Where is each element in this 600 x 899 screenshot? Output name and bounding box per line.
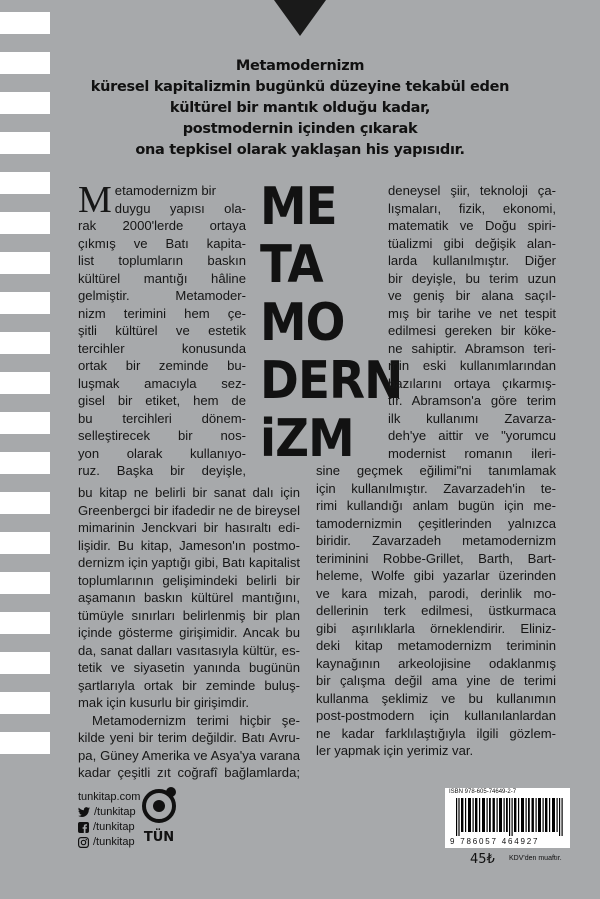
line: çıkmış ve Batı kapita- <box>78 235 246 251</box>
stripe <box>0 372 50 394</box>
title-line: TA <box>260 235 323 295</box>
stripe <box>0 612 50 634</box>
line: bir çalışma değil ama yine de terimi <box>316 673 556 688</box>
line: bu kitap ne belirli bir sanat dalı için <box>78 485 300 500</box>
line: tüalizmi gibi değişik alan- <box>388 235 556 251</box>
instagram-handle: /tunkitap <box>93 836 135 848</box>
title-line: DERN <box>260 351 403 411</box>
line: ortak bir zeminde bu- <box>78 358 246 373</box>
line: matematik ve Doğu spiri- <box>388 218 556 233</box>
line: rak 2000'lerde ortaya <box>78 218 246 233</box>
line: bazılarını ortaya çıkarmış- <box>388 375 556 391</box>
line: toplumlarının gelişimindeki belirli bir <box>78 572 300 588</box>
line: kaynağının arkeolojisine odaklanmış <box>316 655 556 671</box>
line: ruz. Başka bir deyişle, <box>78 463 246 478</box>
facebook-handle: /tunkitap <box>93 821 135 833</box>
title-line: iZM <box>260 409 354 469</box>
tagline-line: postmodernin içinden çıkarak <box>182 121 418 137</box>
line: post-postmodern için kullanılanlardan <box>316 708 556 723</box>
publisher-contacts <box>78 790 140 850</box>
line: aşamanın baskın kültürel mantığını, <box>78 590 300 605</box>
line: tetik ve siyasetin yanında bugünün <box>78 660 300 675</box>
line: deh'ye aittir ve "yorumcu <box>388 428 556 443</box>
tagline-line: Metamodernizm <box>235 58 365 74</box>
line: mış bir tarihe ve net tespit <box>388 305 556 321</box>
instagram-link[interactable] <box>78 835 140 850</box>
stripe <box>0 252 50 274</box>
line: içinde gösterme girişimidir. Ancak bu <box>78 625 300 640</box>
right-column-narrow <box>388 182 556 462</box>
stripe <box>0 572 50 594</box>
stripe <box>0 652 50 674</box>
line: mak için kusurlu bir girişimdir. <box>78 695 249 710</box>
line: duygu yapısı ola- <box>114 200 246 216</box>
line: bir deyişle, bu terim uzun <box>388 270 556 286</box>
tagline-line: küresel kapitalizmin bugünkü düzeyine tekabül eden <box>90 79 510 95</box>
line: ne sahiptir. Abramson teri- <box>388 340 556 356</box>
top-triangle-mark <box>274 0 326 36</box>
isbn-number: ISBN 978-605-74649-2-7 <box>449 789 517 795</box>
line: ilk kullanımı Zavarza- <box>388 410 556 426</box>
website-text: tunkitap.com <box>78 791 141 803</box>
line: için kullanılmıştır. Zavarzadeh'in te- <box>316 480 556 496</box>
line: da, sanat dalları vasıtasıyla kültür, es- <box>78 642 300 658</box>
tagline-line: kültürel bir mantık olduğu kadar, <box>169 100 431 116</box>
line: deki kitap metamodernizm teriminin <box>316 638 556 653</box>
line: min eski kullanımlarından <box>388 358 556 373</box>
line: etamodernizm bir <box>114 183 216 198</box>
line: tercihler konusunda <box>78 340 246 356</box>
stripe <box>0 52 50 74</box>
twitter-link[interactable] <box>78 805 140 820</box>
line: gisel bir etiket, hem de <box>78 393 246 408</box>
website-link[interactable] <box>78 790 140 805</box>
line: ve kara mizah, parodi, derinlik mo- <box>316 585 556 601</box>
facebook-link[interactable] <box>78 820 140 835</box>
drop-cap: M <box>78 179 112 221</box>
stripe <box>0 172 50 194</box>
line: yon olarak kullanıyo- <box>78 445 246 461</box>
line: Greenbergci bir ifadedir ne de bireysel <box>78 502 300 518</box>
line: selleştirecek bir nos- <box>78 428 246 443</box>
line: nizm terimini hem çe- <box>78 305 246 321</box>
line: kilde yeni bir terim değildir. Batı Avru- <box>78 730 300 745</box>
price: 45₺ <box>470 852 495 867</box>
line: modernist romanın ileri- <box>388 445 556 461</box>
line: deneysel şiir, teknoloji ça- <box>388 183 556 198</box>
line: Metamodernizm terimi hiçbir şe- <box>92 712 300 728</box>
line: sine geçmek eğilimi"ni tanımlamak <box>316 463 556 478</box>
line: edilmesi gereken bir köke- <box>388 323 556 338</box>
tax-note: KDV'den muaftır. <box>509 855 562 862</box>
line: tamodernizmin çeşitlerinden yalnızca <box>316 515 556 531</box>
line: ler yapmak için yerimiz var. <box>316 743 474 758</box>
title-line: ME <box>260 177 337 237</box>
stripe <box>0 732 50 754</box>
left-column-wide <box>78 484 300 782</box>
stripe <box>0 132 50 154</box>
line: heleme, Wolfe gibi yazarlar üzerinden <box>316 568 556 583</box>
line: kültürel mantığı hâline <box>78 270 246 286</box>
line: şartlarıyla ortak bir zeminde buluş- <box>78 677 300 693</box>
left-column-narrow <box>78 179 246 480</box>
line: pa, Güney Amerika ve Asya'ya varana <box>78 747 300 763</box>
line: list toplumların baskın <box>78 253 246 268</box>
line: biridir. Zavarzadeh metamodernizm <box>316 533 556 548</box>
stripe <box>0 692 50 714</box>
line: kadar çeşitli zıt coğrafî bağlamlarda; <box>78 765 300 780</box>
ean-number: 9 786057 464927 <box>450 837 540 846</box>
line: lışmaları, fizik, ekonomi, <box>388 200 556 216</box>
twitter-icon <box>78 807 90 818</box>
line: bu tercihleri dönem- <box>78 410 246 426</box>
line: larda kullanılmıştır. Diğer <box>388 253 556 268</box>
stripe <box>0 532 50 554</box>
stripe <box>0 452 50 474</box>
line: ne kadar farklılaştığıyla ilgili gözlem- <box>316 725 556 741</box>
line: gelmiştir. Metamoder- <box>78 288 246 303</box>
line: ve geniş bir alana saçıl- <box>388 288 556 303</box>
stripe <box>0 492 50 514</box>
title-line: MO <box>260 293 345 353</box>
barcode-icon <box>456 798 564 836</box>
tagline <box>60 56 540 161</box>
stripe <box>0 12 50 34</box>
tun-logo-icon <box>140 786 178 826</box>
stripe <box>0 332 50 354</box>
line: tümüyle sınırları belirlenmiş bir plan <box>78 607 300 623</box>
facebook-icon <box>78 822 89 833</box>
line: mimarinin Jenckvari bir hasıraltı edi- <box>78 520 300 535</box>
line: şitli kültürel ve estetik <box>78 323 246 338</box>
line: dellerinin terk edilmesi, üstkurmaca <box>316 603 556 618</box>
right-column-wide <box>316 462 556 760</box>
instagram-icon <box>78 837 89 848</box>
line: tır. Abramson'a göre terim <box>388 393 556 408</box>
stripe <box>0 292 50 314</box>
line: gibi aşırılıklarla örneklendirir. Eliniz- <box>316 620 556 636</box>
twitter-handle: /tunkitap <box>94 806 136 818</box>
stripe <box>0 212 50 234</box>
logo-text: TÜN <box>143 830 175 845</box>
line: dernizm için yaptığı gibi, Batı kapitalist <box>78 555 300 570</box>
line: teriminini Robbe-Grillet, Barth, Bart- <box>316 550 556 566</box>
line: luşmak amacıyla sez- <box>78 375 246 391</box>
line: kullanma şeklimiz ve bu kullanımın <box>316 690 556 706</box>
tagline-line: ona tepkisel olarak yaklaşan his yapısıdır. <box>135 142 465 158</box>
stripe <box>0 92 50 114</box>
stripe <box>0 412 50 434</box>
line: rimi kullandığı anlam bugün için me- <box>316 498 556 513</box>
line: lişidir. Bu kitap, Jameson'ın postmo- <box>78 537 300 553</box>
publisher-logo <box>140 786 178 845</box>
